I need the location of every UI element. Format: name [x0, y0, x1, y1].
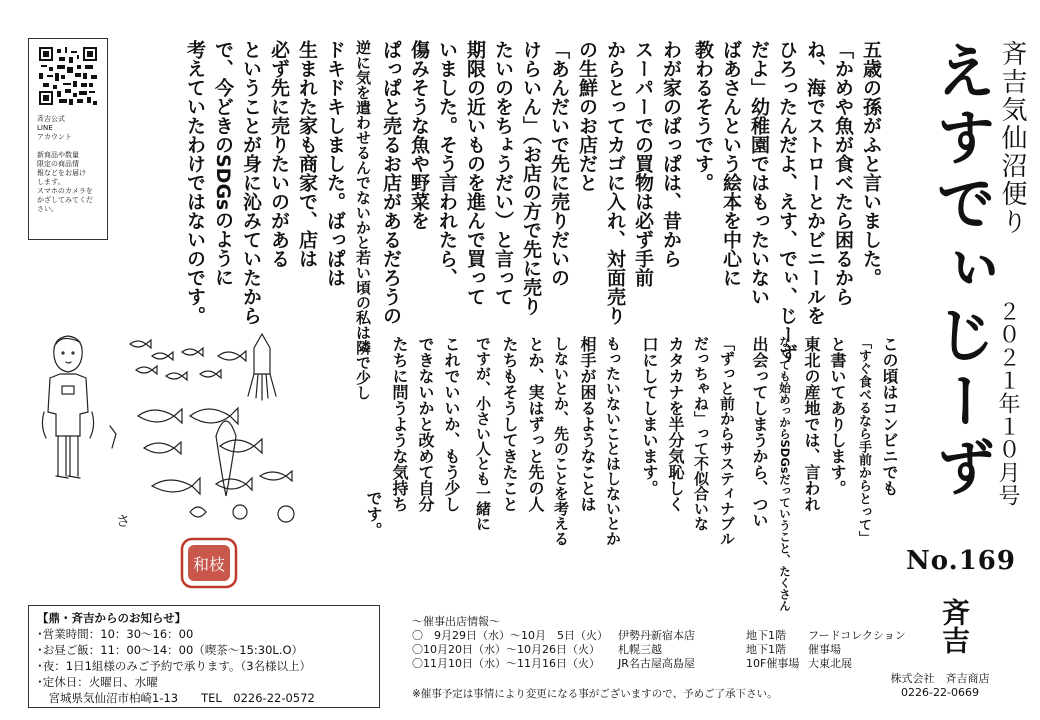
- hammer-drawing-icon: [110, 426, 116, 448]
- qr-note-line: スマホのカメラを: [37, 187, 93, 195]
- events-note: ※催事予定は事情により変更になる事がございますので、予めご了承下さい。: [412, 688, 778, 700]
- essay-column: なくても始めっからSDGsだっていうこと、たくさん: [778, 336, 792, 612]
- essay-column: です。: [364, 490, 383, 538]
- essay-column: 出会ってしまうから、つい: [750, 336, 769, 528]
- child-drawing: [40, 326, 310, 536]
- essay-column: 「あんだいで先に売りだいの: [548, 40, 570, 287]
- essay-column: カタカナを半分気恥しく: [666, 336, 685, 512]
- event-floor: 地下1階: [746, 629, 786, 642]
- company-name: 株式会社 斉吉商店: [890, 672, 990, 685]
- essay-column: 「ずっと前からサスティナブル: [718, 336, 736, 546]
- event-floor: 地下1階: [746, 643, 786, 656]
- notice-box: [28, 605, 380, 708]
- qr-note-line: します。: [37, 178, 65, 186]
- essay-column: 「すぐ食べるなら手前からとって」: [856, 336, 871, 544]
- logo-text: 斉吉: [938, 598, 971, 654]
- event-floor: 10F催事場: [746, 657, 800, 670]
- essay-column: いました。そう言われたら、: [436, 40, 458, 287]
- essay-column: からとってカゴに入れ、対面売り: [604, 40, 626, 325]
- essay-column: ぱっぱと売るお店があるだろうの: [380, 40, 402, 325]
- notice-line: 宮城県気仙沼市柏崎1-13 TEL 0226-22-0572: [37, 691, 315, 705]
- boy-figure-icon: [42, 336, 93, 478]
- seal-stamp-icon: [180, 537, 238, 589]
- essay-column: 逆に気を遣わせるんでないかと若い頃の私は隣で少し: [354, 40, 372, 400]
- essay-column: 生まれた家も商家で、店は: [296, 40, 318, 268]
- essay-column: ということが身に沁みていたから: [240, 40, 262, 325]
- essay-column: たちもそうしてきたこと: [500, 336, 519, 512]
- drawing-letter: さ: [116, 514, 130, 530]
- essay-column: 口にしてしまいます。: [640, 336, 659, 496]
- company-tel: 0226-22-0669: [901, 686, 979, 699]
- essay-column: けらいん」（お店の方で先に売り: [520, 40, 542, 316]
- qr-caption-line: アカウント: [37, 133, 72, 141]
- essay-column: の生鮮のお店だと: [576, 40, 598, 192]
- event-venue: 札幌三越: [618, 643, 662, 656]
- event-name: 催事場: [808, 643, 841, 656]
- essay-column: 考えていたわけではないのです。: [184, 40, 206, 325]
- essay-column: この頃はコンビニでも: [880, 336, 899, 496]
- events-title: ～催事出店情報～: [412, 615, 500, 628]
- seal-text: 和枝: [192, 555, 226, 574]
- event-row: [412, 629, 908, 643]
- essay-column: できないかと改めて自分: [416, 336, 435, 512]
- qr-note-line: かざしてみてくだ: [37, 196, 93, 204]
- essay-column: 必ず先に売りたいのがある: [268, 40, 290, 268]
- essay-column: とか、実はずっと先の人: [526, 336, 545, 512]
- issue-date: ２０２１年１０月号: [995, 300, 1020, 507]
- essay-column: と書いてありします。: [828, 336, 847, 496]
- qr-note-line: 限定の商品情: [37, 160, 79, 168]
- newsletter-name: 斉吉気仙沼便り: [997, 40, 1027, 236]
- essay-column: 期限の近いものを進んで買って: [464, 40, 486, 306]
- qr-note-line: さい。: [37, 205, 58, 213]
- creature-drawing-icon: [278, 506, 294, 522]
- qr-caption-line: 斉吉公式: [37, 115, 65, 123]
- event-name: フードコレクション: [808, 629, 906, 642]
- event-name: 大東北展: [808, 657, 852, 670]
- company-logo: [937, 598, 973, 656]
- notice-line: ･定休日：火曜日、水曜: [37, 675, 158, 689]
- event-venue: JR名古屋高島屋: [618, 657, 695, 670]
- essay-column: たちに問うような気持ち: [390, 336, 409, 512]
- essay-column: これでいいか、もう少し: [442, 336, 461, 512]
- qr-caption-line: LINE: [37, 124, 53, 132]
- creature-drawing-icon: [190, 507, 206, 517]
- qr-note-line: 報などをお届け: [37, 169, 86, 177]
- notice-line: ･営業時間：10：30～16：00: [37, 627, 194, 641]
- essay-column: たいのをちょうだい）と言って: [492, 40, 514, 306]
- essay-column: 教わるそうです。: [692, 40, 714, 192]
- essay-column: 東北の産地では、言われ: [802, 336, 821, 512]
- events-list: [412, 615, 908, 671]
- company-info: [880, 672, 1000, 700]
- essay-column: ですが、小さい人とも一緒に: [474, 336, 492, 531]
- essay-column: わが家のばっぱは、昔から: [660, 40, 682, 268]
- notice-title: 【鼎・斉吉からのお知らせ】: [37, 611, 187, 625]
- qr-note: [37, 151, 101, 214]
- event-date: 〇 9月29日（水）～10月 5日（火）: [412, 629, 608, 642]
- event-date: 〇11月10日（水）～11月16日（火）: [412, 657, 600, 670]
- qr-caption: [37, 115, 101, 142]
- squid-drawing-icon: [248, 334, 276, 400]
- qr-code-icon[interactable]: [39, 47, 97, 105]
- essay-column: スーパーでの買物は必ず手前: [632, 40, 654, 287]
- essay-column: 「かめや魚が食べたら困るから: [832, 40, 854, 306]
- essay-column: 傷みそうな魚や野菜を: [408, 40, 430, 230]
- essay-column: で、今どきのSDGsのように: [212, 40, 234, 287]
- notice-line: ･お昼ご飯：11：00～14：00（喫茶～15:30L.O）: [37, 643, 304, 657]
- essay-column: もったいないことはしないとか: [604, 336, 622, 546]
- essay-column: 相手が困るようなことは: [578, 336, 597, 512]
- essay-column: だっちゃね」って不似合いな: [692, 336, 710, 531]
- creature-drawing-icon: [233, 505, 247, 519]
- essay-column: ばあさんという絵本を中心に: [720, 40, 742, 287]
- event-row: [412, 657, 908, 671]
- fish-drawing-icon: [130, 340, 292, 494]
- notice-line: ･夜：1日1組様のみご予約で承ります。（3名様以上）: [37, 659, 312, 673]
- event-venue: 伊勢丹新宿本店: [618, 629, 695, 642]
- issue-number: No.169: [906, 546, 1016, 576]
- qr-note-line: 新商品や数量: [37, 151, 79, 159]
- essay-column: 五歳の孫がふと言いました。: [860, 40, 882, 287]
- essay-column: ひろったんだよ、えす、でぃ、じーず: [776, 40, 798, 363]
- event-row: [412, 643, 908, 657]
- event-date: 〇10月20日（水）～10月26日（火）: [412, 643, 600, 656]
- page-title: えすでぃじーず: [926, 40, 996, 502]
- essay-column: だよ」幼稚園ではもったいない: [748, 40, 770, 306]
- essay-column: ドキドキしました。ばっぱは: [324, 40, 346, 287]
- essay-column: しないとか、先のことを考える: [552, 336, 570, 546]
- essay-column: ね、海でストローとかビニールを: [804, 40, 826, 325]
- qr-panel: [28, 38, 108, 240]
- eel-drawing-icon: [216, 421, 236, 496]
